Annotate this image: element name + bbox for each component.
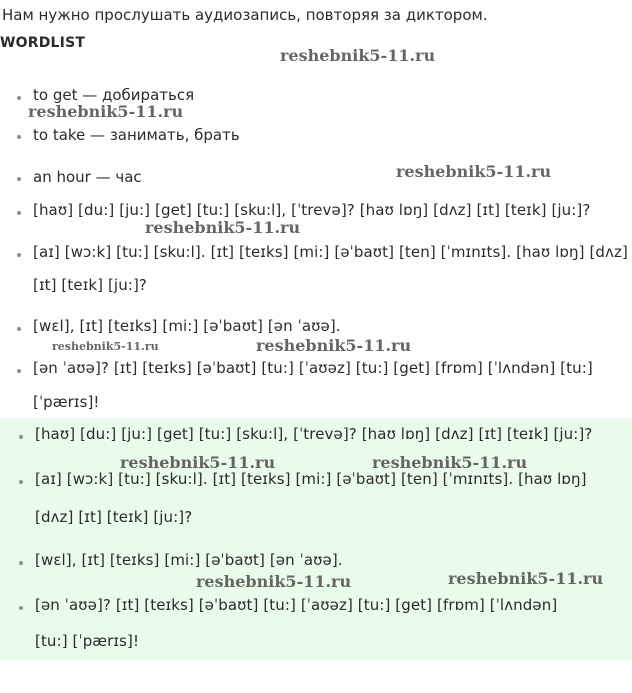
highlighted-block	[0, 418, 632, 660]
transcription-line: [aɪ] [wɔ:k] [tu:] [sku:l]. [ɪt] [teɪks] [mi:] [əˈbaʊt] [ten] [ˈmɪnɪts]. [haʊ lɒŋ] [dʌz]	[33, 243, 628, 261]
transcription-line: [ən ˈaʊə]? [ɪt] [teɪks] [əˈbaʊt] [tu:] [ˈaʊəz] [tu:] [get] [frɒm] [ˈlʌndən] [tu:]	[33, 359, 593, 377]
bullet	[17, 253, 21, 257]
watermark: reshebnik5-11.ru	[196, 572, 352, 591]
bullet	[17, 369, 21, 373]
highlighted-line: [wɛl], [ɪt] [teɪks] [mi:] [əˈbaʊt] [ən ˈaʊə].	[35, 551, 343, 569]
bullet	[19, 561, 23, 565]
watermark: reshebnik5-11.ru	[280, 46, 436, 65]
intro-text: Нам нужно прослушать аудиозапись, повторяя за диктором.	[2, 6, 488, 24]
transcription-line: [haʊ] [du:] [ju:] [get] [tu:] [sku:l], [ˈtrevə]? [haʊ lɒŋ] [dʌz] [ɪt] [teɪk] [ju:]?	[33, 201, 591, 219]
transcription-line: [ˈpærɪs]!	[33, 393, 100, 411]
highlighted-line: [haʊ] [du:] [ju:] [get] [tu:] [sku:l], [ˈtrevə]? [haʊ lɒŋ] [dʌz] [ɪt] [teɪk] [ju:]?	[35, 425, 593, 443]
bullet	[19, 435, 23, 439]
highlighted-line: [aɪ] [wɔ:k] [tu:] [sku:l]. [ɪt] [teɪks] [mi:] [əˈbaʊt] [ten] [ˈmɪnɪts]. [haʊ lɒŋ]	[35, 470, 587, 488]
transcription-line: [wɛl], [ɪt] [teɪks] [mi:] [əˈbaʊt] [ən ˈaʊə].	[33, 317, 341, 335]
bullet	[17, 135, 21, 139]
watermark: reshebnik5-11.ru	[120, 453, 276, 472]
highlighted-line: [ən ˈaʊə]? [ɪt] [teɪks] [əˈbaʊt] [tu:] [ˈaʊəz] [tu:] [get] [frɒm] [ˈlʌndən]	[35, 596, 558, 614]
watermark: reshebnik5-11.ru	[448, 569, 604, 588]
bullet	[17, 211, 21, 215]
wordlist-item: to get — добираться	[33, 86, 195, 104]
bullet	[19, 480, 23, 484]
highlighted-line: [dʌz] [ɪt] [teɪk] [ju:]?	[35, 508, 193, 526]
bullet	[19, 606, 23, 610]
highlighted-line: [tu:] [ˈpærɪs]!	[35, 632, 140, 650]
wordlist-item: to take — занимать, брать	[33, 126, 240, 144]
watermark: reshebnik5-11.ru	[256, 336, 412, 355]
bullet	[17, 177, 21, 181]
transcription-line: [ɪt] [teɪk] [ju:]?	[33, 276, 147, 294]
watermark: reshebnik5-11.ru	[28, 102, 184, 121]
watermark: reshebnik5-11.ru	[396, 162, 552, 181]
watermark: reshebnik5-11.ru	[52, 340, 159, 353]
wordlist-heading: WORDLIST	[0, 35, 86, 51]
bullet	[17, 96, 21, 100]
watermark: reshebnik5-11.ru	[145, 218, 301, 237]
wordlist-item: an hour — час	[33, 168, 142, 186]
bullet	[17, 327, 21, 331]
watermark: reshebnik5-11.ru	[372, 453, 528, 472]
